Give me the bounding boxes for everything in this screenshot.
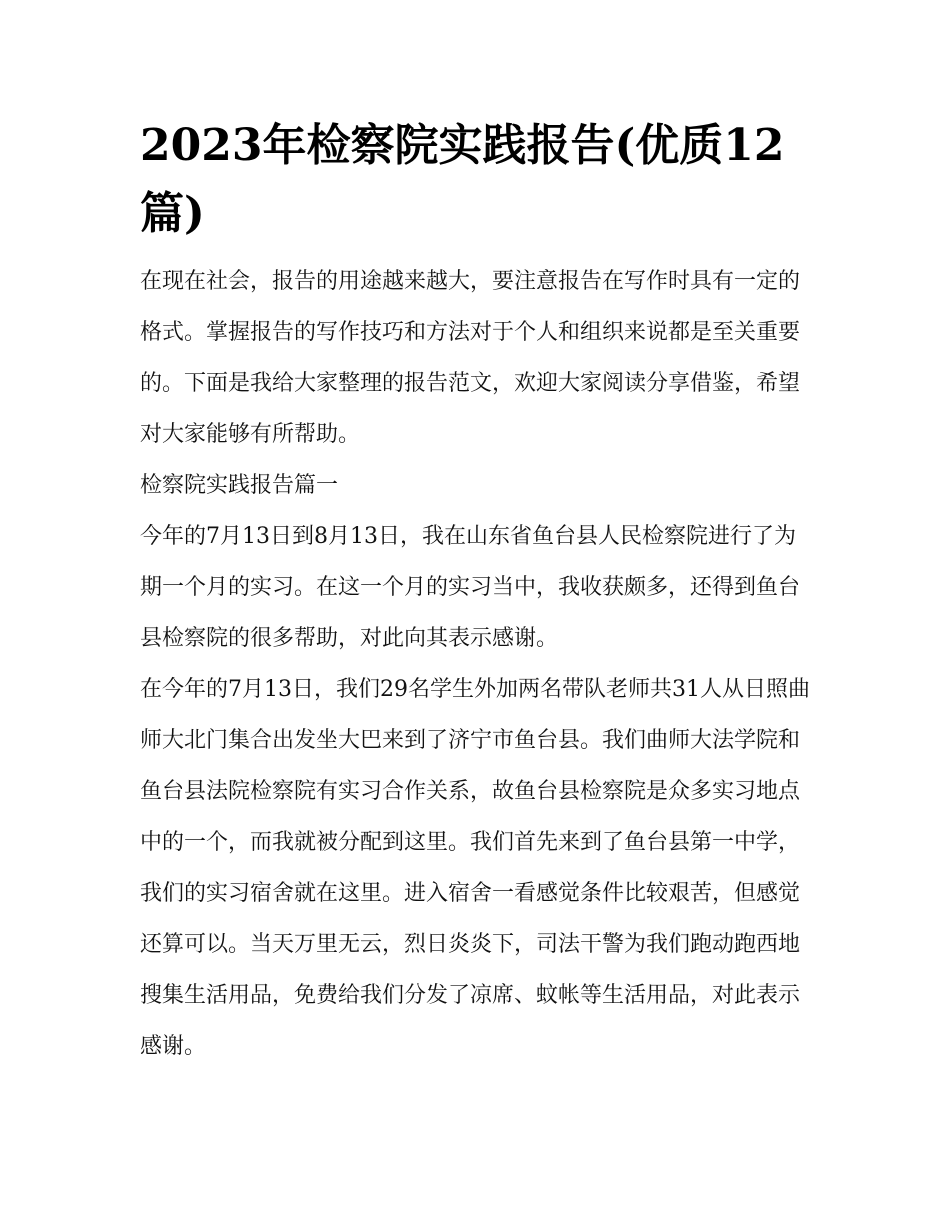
- body-paragraph: 在今年的7月13日，我们29名学生外加两名带队老师共31人从日照曲师大北门集合出发坐大巴来到了济宁市鱼台县。我们曲师大法学院和鱼台县法院检察院有实习合作关系，故鱼台县检察院是众多实习地点中的一个，而我就被分配到这里。我们首先来到了鱼台县第一中学，我们的实习宿舍就在这里。进入宿舍一看感觉条件比较艰苦，但感觉还算可以。当天万里无云，烈日炎炎下，司法干警为我们跑动跑西地搜集生活用品，免费给我们分发了凉席、蚊帐等生活用品，对此表示感谢。: [140, 677, 810, 1059]
- section-heading: 检察院实践报告篇一: [140, 473, 339, 498]
- document-body: [140, 256, 812, 1072]
- document-content: [140, 112, 812, 1072]
- body-paragraph: 今年的7月13日到8月13日，我在山东省鱼台县人民检察院进行了为期一个月的实习。在这一个月的实习当中，我收获颇多，还得到鱼台县检察院的很多帮助，对此向其表示感谢。: [140, 524, 801, 651]
- document-title: 2023年检察院实践报告(优质12篇): [140, 120, 785, 239]
- intro-paragraph: 在现在社会，报告的用途越来越大，要注意报告在写作时具有一定的格式。掌握报告的写作技巧和方法对于个人和组织来说都是至关重要的。下面是我给大家整理的报告范文，欢迎大家阅读分享借鉴，希望对大家能够有所帮助。: [140, 269, 801, 447]
